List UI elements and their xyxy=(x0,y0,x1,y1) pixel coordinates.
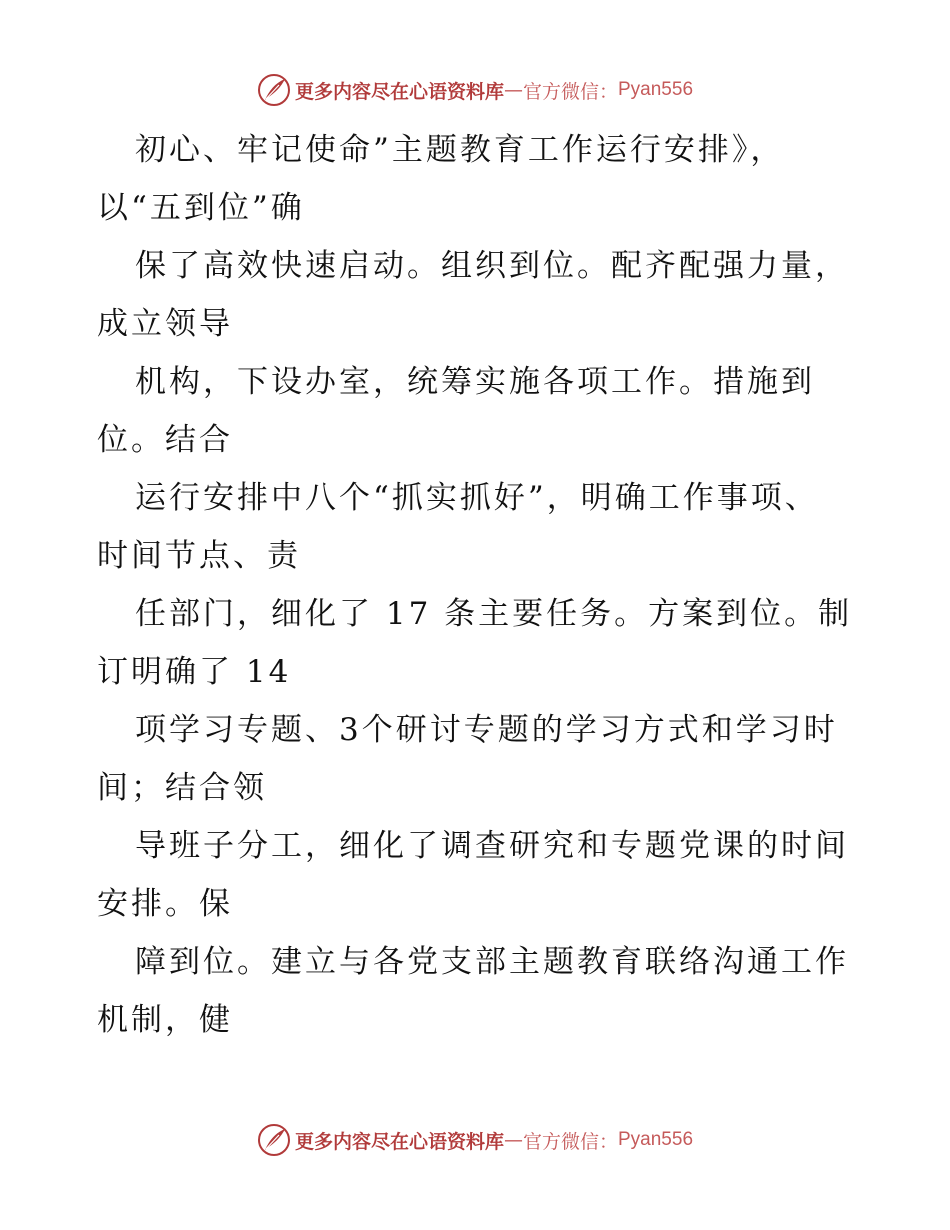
text-line: 安排。保 xyxy=(97,886,233,922)
wechat-label: 官方微信： xyxy=(522,1130,618,1153)
feather-pen-circle-icon xyxy=(257,73,291,107)
feather-pen-circle-icon xyxy=(257,1123,291,1157)
wechat-id: Pyan556 xyxy=(618,1129,694,1150)
text-line: 成立领导 xyxy=(97,306,233,342)
text-line: 机构，下设办室，统筹实施各项工作。措施到 xyxy=(135,364,815,400)
footer-banner xyxy=(0,1120,950,1160)
text-line: 保了高效快速启动。组织到位。配齐配强力量， xyxy=(135,248,849,284)
text-line: 障到位。建立与各党支部主题教育联络沟通工作 xyxy=(135,944,849,980)
text-line: 导班子分工，细化了调查研究和专题党课的时间 xyxy=(135,828,849,864)
text-line: 间；结合领 xyxy=(97,770,267,806)
text-line: 运行安排中八个“抓实抓好”，明确工作事项、 xyxy=(135,480,819,516)
dash: — xyxy=(503,79,523,101)
header-banner xyxy=(0,70,950,110)
text-line: 初心、牢记使命”主题教育工作运行安排》， xyxy=(135,132,785,168)
site-text: 更多内容尽在心语资料库 xyxy=(294,80,504,103)
wechat-label: 官方微信： xyxy=(522,80,618,103)
dash: — xyxy=(503,1129,523,1151)
text-line: 任部门，细化了 17 条主要任务。方案到位。制 xyxy=(135,596,853,632)
text-line: 以“五到位”确 xyxy=(97,190,305,226)
text-line: 订明确了 14 xyxy=(97,654,292,690)
site-text: 更多内容尽在心语资料库 xyxy=(294,1130,504,1153)
text-line: 项学习专题、3个研讨专题的学习方式和学习时 xyxy=(135,712,838,748)
text-line: 位。结合 xyxy=(97,422,233,458)
text-line: 时间节点、责 xyxy=(97,538,301,574)
wechat-id: Pyan556 xyxy=(618,79,694,100)
text-line: 机制，健 xyxy=(97,1002,233,1038)
